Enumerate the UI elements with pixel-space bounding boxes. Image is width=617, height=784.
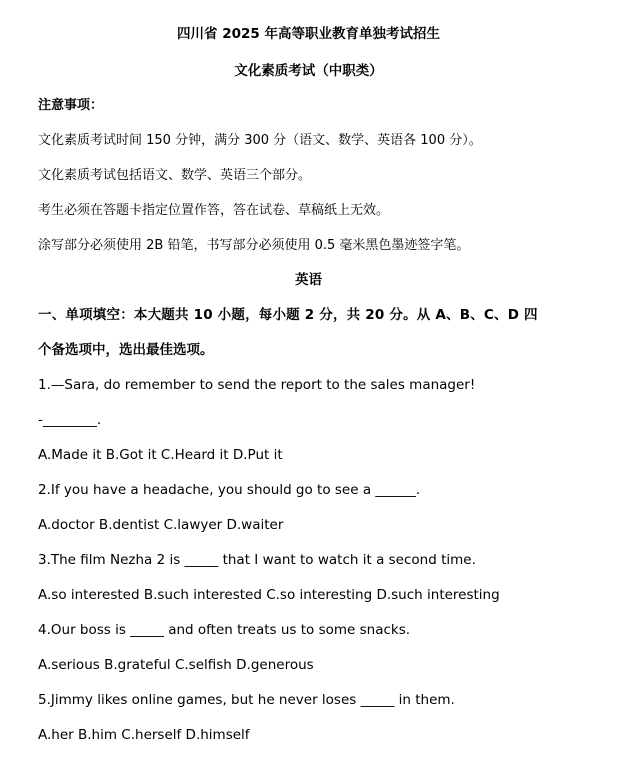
question-options: A.Made it B.Got it C.Heard it D.Put it: [38, 447, 283, 463]
question-options: A.doctor B.dentist C.lawyer D.waiter: [38, 517, 284, 533]
section-instruction-continued: 个备选项中，选出最佳选项。: [38, 342, 214, 358]
question-options: A.her B.him C.herself D.himself: [38, 727, 250, 743]
exam-subtitle: 文化素质考试（中职类）: [234, 63, 383, 79]
note-item: 考生必须在答题卡指定位置作答，答在试卷、草稿纸上无效。: [38, 203, 390, 218]
notes-heading: 注意事项：: [38, 98, 104, 113]
section-title: 英语: [295, 272, 322, 288]
question-options: A.so interested B.such interested C.so interesting D.such interesting: [38, 587, 500, 603]
question-response-blank: -________.: [38, 412, 102, 428]
question-options: A.serious B.grateful C.selfish D.generous: [38, 657, 314, 673]
question-stem: 5.Jimmy likes online games, but he never loses _____ in them.: [38, 692, 455, 708]
question-stem: 1.—Sara, do remember to send the report to the sales manager!: [38, 377, 476, 393]
exam-title: 四川省 2025 年高等职业教育单独考试招生: [177, 26, 440, 42]
question-stem: 3.The film Nezha 2 is _____ that I want to watch it a second time.: [38, 552, 476, 568]
note-item: 文化素质考试时间 150 分钟，满分 300 分（语文、数学、英语各 100 分）。: [38, 133, 482, 148]
note-item: 文化素质考试包括语文、数学、英语三个部分。: [38, 168, 312, 183]
section-instruction: 一、单项填空：本大题共 10 小题，每小题 2 分，共 20 分。从 A、B、C、D 四: [38, 307, 538, 323]
note-item: 涂写部分必须使用 2B 铅笔，书写部分必须使用 0.5 毫米黑色墨迹签字笔。: [38, 238, 470, 253]
question-stem: 2.If you have a headache, you should go to see a ______.: [38, 482, 421, 498]
question-stem: 4.Our boss is _____ and often treats us to some snacks.: [38, 622, 411, 638]
